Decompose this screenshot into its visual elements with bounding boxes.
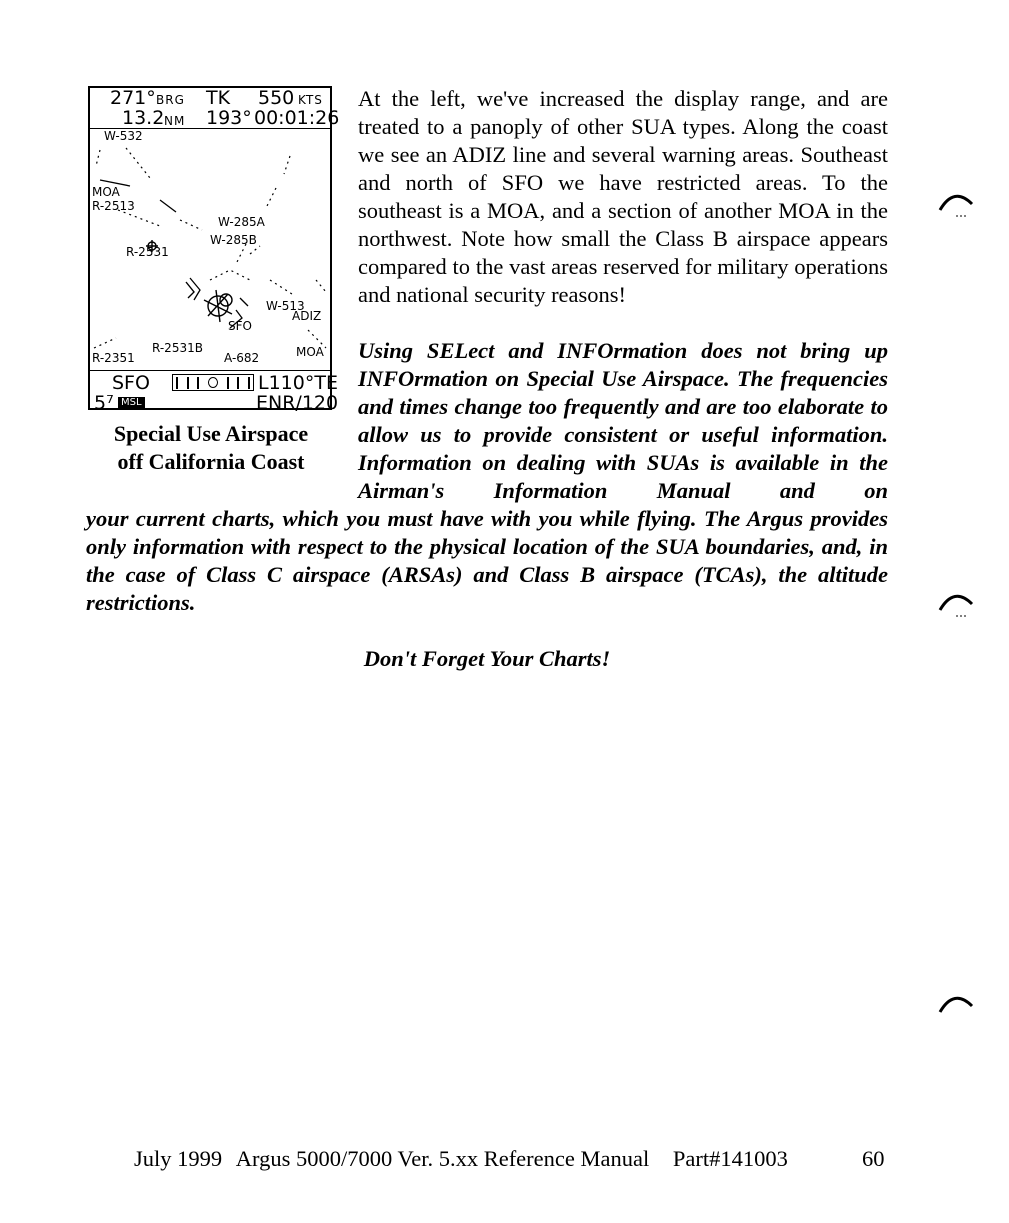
- label-w-513: W-513: [266, 299, 305, 313]
- sua-note-paragraph-bottom: your current charts, which you must have with you while flying. The Argus provides only information with respect to the physical location of the SUA boundaries, and, in the case of Class C airspace (ARSAs) and Class B airspace (TCAs), the altitude restrictions.: [86, 506, 888, 615]
- mode-value: ENR/120: [256, 392, 339, 414]
- course-value: L110°TE: [258, 372, 338, 394]
- display-bottom-row-2: [90, 392, 339, 414]
- distance-value: 13.2: [122, 107, 165, 129]
- map-labels: [92, 130, 325, 364]
- boundary-line: [316, 280, 326, 292]
- sua-note-paragraph-top: Using SELect and INFOrmation does not bring up INFOrmation on Special Use Airspace. The frequencies and times change too frequently and are too elaborate to allow us to provide consistent or useful information. Information on dealing with SUAs is available in the Airman's Information Manual and on: [358, 338, 888, 503]
- boundary-line: [284, 156, 290, 174]
- time-to-waypoint: 00:01:26: [254, 107, 340, 129]
- label-sfo: SFO: [228, 319, 252, 333]
- bearing-value: 271°: [110, 87, 156, 109]
- footer-part-number: Part#141003: [672, 1146, 788, 1171]
- label-r-2513: R-2513: [92, 199, 135, 213]
- ground-speed-value: 550: [258, 87, 295, 109]
- boundary-line: [94, 338, 116, 348]
- label-moa-southeast: MOA: [296, 345, 324, 359]
- binder-hole-mark-icon: [936, 990, 976, 1020]
- cdi-indicator: [172, 374, 254, 391]
- boundary-line: [160, 200, 176, 212]
- footer-divider: [90, 370, 330, 371]
- display-bottom-row-1: [90, 372, 338, 394]
- display-header-row-2: [90, 107, 340, 129]
- ground-speed-unit: KTS: [298, 93, 323, 107]
- cdi-center-icon: [208, 377, 218, 388]
- boundary-line: [250, 246, 260, 254]
- boundary-line: [180, 220, 202, 230]
- display-header-row-1: [90, 88, 330, 108]
- label-w-532: W-532: [104, 130, 143, 143]
- boundary-line: [126, 148, 150, 178]
- sua-map: [90, 130, 330, 364]
- label-r-2351: R-2351: [92, 351, 135, 364]
- footer-date: July 1999: [134, 1146, 223, 1171]
- boundary-line: [236, 244, 246, 264]
- binder-hole-mark-icon: [936, 188, 976, 218]
- boundary-line: [266, 188, 276, 208]
- footer-manual-title: Argus 5000/7000 Ver. 5.xx Reference Manual: [235, 1146, 650, 1171]
- boundary-line: [240, 298, 248, 306]
- bearing-unit: BRG: [156, 93, 185, 107]
- label-w-285b: W-285B: [210, 233, 257, 247]
- page-footer: [134, 1144, 788, 1174]
- figure-caption: [88, 420, 334, 476]
- binder-hole-mark-icon: [936, 588, 976, 618]
- track-label: TK: [206, 87, 231, 109]
- class-b-airspace: [186, 282, 232, 322]
- boundary-line: [96, 150, 100, 166]
- caption-line-2: off California Coast: [117, 449, 305, 474]
- msa-badge: MSL: [118, 397, 145, 409]
- argus-display-figure: [88, 86, 340, 414]
- charts-reminder: Don't Forget Your Charts!: [363, 646, 611, 671]
- boundary-line: [270, 280, 292, 294]
- intro-paragraph: At the left, we've increased the display range, and are treated to a panoply of other SUA types. Along the coast we see an ADIZ line and several warning areas. Southeast and north of SFO we have restricted areas. To the southeast is a MOA, and a section of another MOA in the northwest. Note how small the Class B airspace appears compared to the vast areas reserved for military operations and national security reasons!: [358, 86, 888, 307]
- label-r-2531b: R-2531B: [152, 341, 203, 355]
- desired-track-value: 193°: [206, 107, 252, 129]
- header-divider: [90, 128, 330, 129]
- sua-map-canvas: [90, 130, 330, 364]
- label-r-2531: R-2531: [126, 245, 169, 259]
- label-moa-northwest: MOA: [92, 185, 120, 199]
- msa-value: 5⁷: [94, 392, 114, 414]
- label-a-682: A-682: [224, 351, 260, 364]
- distance-unit: NM: [164, 114, 186, 128]
- waypoint-identifier: SFO: [112, 372, 150, 394]
- label-adiz: ADIZ: [292, 309, 322, 323]
- page-number: 60: [862, 1146, 885, 1171]
- label-w-285a: W-285A: [218, 215, 265, 229]
- boundary-line: [210, 270, 250, 280]
- caption-line-1: Special Use Airspace: [113, 421, 309, 446]
